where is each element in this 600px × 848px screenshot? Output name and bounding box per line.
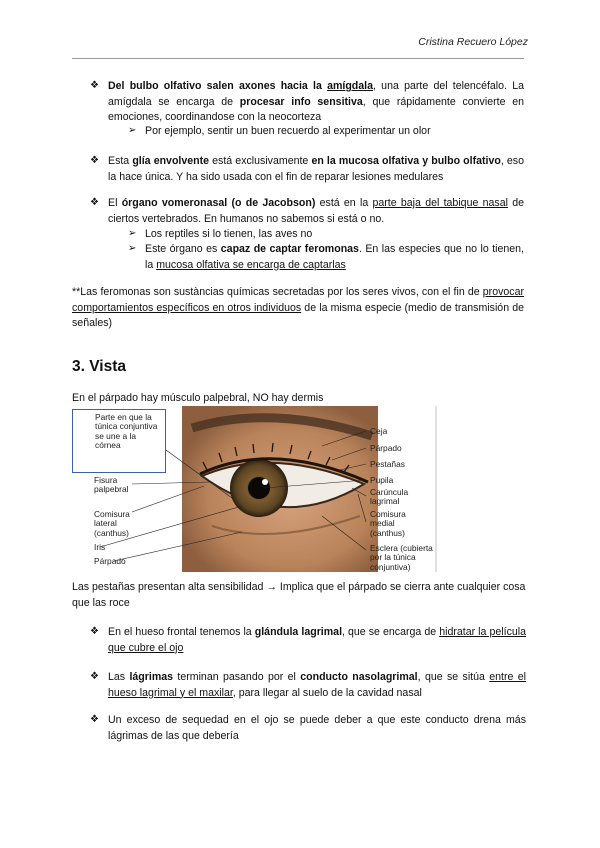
callout-box [72, 409, 166, 473]
diamond-bullet-icon: ❖ [90, 197, 99, 208]
diamond-bullet-icon: ❖ [90, 714, 99, 725]
sub-bullet-feromonas: Este órgano es capaz de captar feromonas. En las especies que no lo tienen, la mucosa olfativa se encarga de captarlas [145, 243, 524, 271]
label-pupila: Pupila [370, 475, 394, 485]
diamond-bullet-icon: ❖ [90, 626, 99, 637]
pestanas-text: Las pestañas presentan alta sensibilidad → Implica que el párpado se cierra ante cualquier cosa que las roce [72, 581, 526, 609]
bullet-glandula-lagrimal: En el hueso frontal tenemos la glándula lagrimal, que se encarga de hidratar la película que cubre el ojo [108, 626, 527, 654]
label-fisura-palpebral: Fisura palpebral [94, 475, 129, 495]
diamond-bullet-icon: ❖ [90, 80, 99, 91]
label-parpado-right: Párpado [370, 443, 402, 453]
label-comisura-lateral: Comisura lateral (canthus) [94, 509, 130, 538]
bullet-glia: Esta glía envolvente está exclusivamente en la mucosa olfativa y bulbo olfativo, eso la hace única. Y ha sido usada con el fin de reparar lesiones medulares [108, 155, 524, 183]
bullet-lagrimas: Las lágrimas terminan pasando por el conducto nasolagrimal, que se sitúa entre el hueso lagrimal y el maxilar, para llegar al suelo de la cavidad nasal [108, 671, 527, 699]
label-caruncula: Carúncula lagrimal [370, 487, 409, 507]
label-parpado-left: Párpado [94, 556, 126, 566]
section-title-vista: 3. Vista [72, 358, 127, 375]
label-pestanas: Pestañas [370, 459, 405, 469]
bullet-sequedad: Un exceso de sequedad en el ojo se puede deber a que este conducto drena más lágrimas de las que debería [108, 714, 526, 742]
callout-text: Parte en que la túnica conjuntiva se une a la córnea [95, 412, 158, 451]
label-comisura-medial: Comisura medial (canthus) [370, 509, 406, 538]
arrow-bullet-icon: ➢ [128, 125, 137, 136]
eye-anatomy-figure [72, 406, 456, 572]
sub-bullet-recuerdo: Por ejemplo, sentir un buen recuerdo al experimentar un olor [145, 125, 431, 137]
intro-parpado: En el párpado hay músculo palpebral, NO hay dermis [72, 392, 324, 404]
diamond-bullet-icon: ❖ [90, 155, 99, 166]
diamond-bullet-icon: ❖ [90, 671, 99, 682]
sub-bullet-reptiles: Los reptiles si lo tienen, las aves no [145, 228, 313, 240]
arrow-bullet-icon: ➢ [128, 228, 137, 239]
arrow-bullet-icon: ➢ [128, 243, 137, 254]
header-divider [72, 58, 524, 59]
label-iris: Iris [94, 542, 106, 552]
feromonas-note: **Las feromonas son sustàncias químicas secretadas por los seres vivos, con el fin de provocar comportamientos específicos en otros individuos de la misma especie (medio de transmisión de señales) [72, 286, 524, 329]
bullet-amigdala: Del bulbo olfativo salen axones hacia la amígdala, una parte del telencéfalo. La amígdala se encarga de procesar info sensitiva, que rápidamente convierte en emociones, coordinandose con la neocorteza [108, 80, 525, 123]
label-ceja: Ceja [370, 426, 388, 436]
page-header-author: Cristina Recuero López [418, 36, 528, 48]
bullet-vomeronasal: El órgano vomeronasal (o de Jacobson) está en la parte baja del tabique nasal de ciertos vertebrados. En humanos no sabemos si está o no. [108, 197, 525, 225]
label-esclera: Esclera (cubierta por la túnica conjuntiva) [370, 543, 433, 572]
